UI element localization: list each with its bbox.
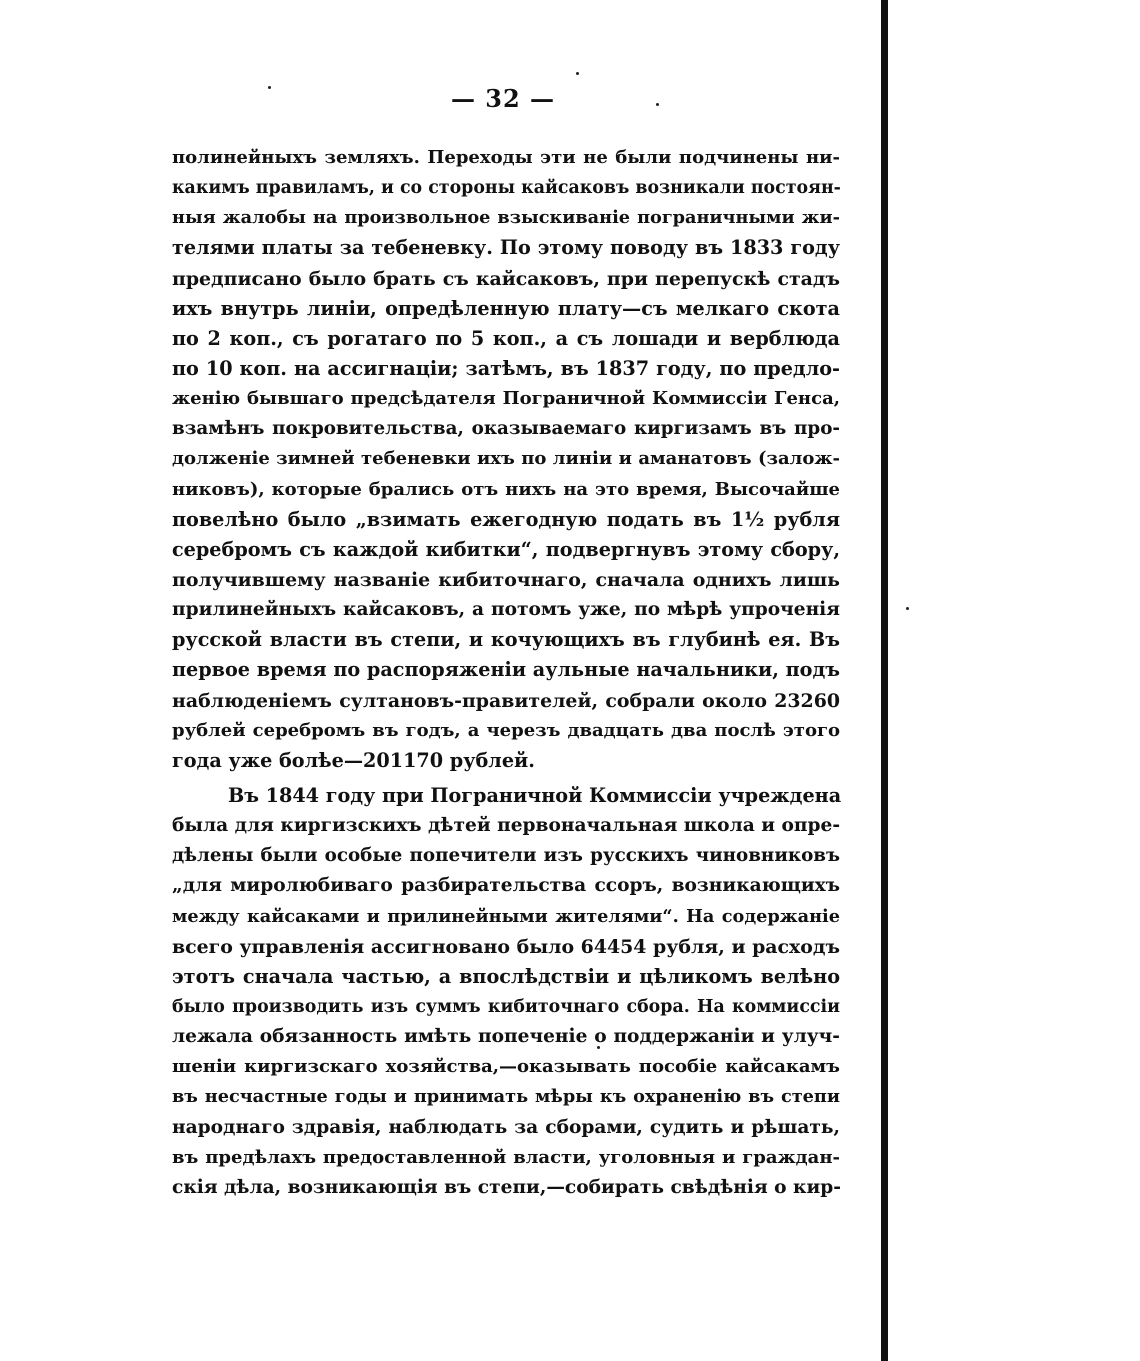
text-line: Въ 1844 году при Пограничной Коммиссiи учреждена [228, 783, 842, 807]
text-line: первое время по распоряженiи аульные начальники, подъ [172, 658, 840, 682]
text-line: между кайсаками и прилинейными жителями“. На содержанiе [172, 905, 840, 927]
text-line: женiю бывшаго предсѣдателя Пограничной Коммиссiи Генса, [172, 388, 840, 410]
text-line: ихъ внутрь линiи, опредѣленную плату—съ мелкаго скота [172, 296, 840, 320]
print-speck [656, 103, 659, 106]
text-line: по 10 коп. на ассигнацiи; затѣмъ, въ 1837 году, по предло- [172, 356, 840, 380]
text-line: телями платы за тебеневку. По этому поводу въ 1833 году [172, 236, 840, 260]
text-line: полинейныхъ земляхъ. Переходы эти не были подчинены ни- [172, 147, 840, 168]
text-line: предписано было брать съ кайсаковъ, при перепускѣ стадъ [172, 267, 840, 290]
text-line: получившему названiе кибиточнаго, сначала однихъ лишь [172, 568, 840, 591]
text-line: была для киргизскихъ дѣтей первоначальная школа и опре- [172, 815, 841, 837]
text-line: скiя дѣла, возникающiя въ степи,—собирать свѣдѣнiя о кир- [172, 1176, 841, 1198]
print-speck [268, 86, 271, 89]
text-line: народнаго здравiя, наблюдать за сборами, судить и рѣшать, [172, 1116, 840, 1138]
text-line: серебромъ съ каждой кибитки“, подвергнувъ этому сбору, [172, 537, 840, 561]
text-line: дѣлены были особые попечители изъ русскихъ чиновниковъ [172, 845, 840, 867]
paragraph [172, 143, 840, 776]
text-line: прилинейныхъ кайсаковъ, а потомъ уже, по мѣрѣ упроченiя [172, 599, 840, 621]
text-line: было производить изъ суммъ кибиточнаго сбора. На коммиссiи [172, 996, 840, 1017]
print-speck [906, 607, 909, 610]
text-line: какимъ правиламъ, и со стороны кайсаковъ возникали постоян- [172, 178, 841, 199]
text-line: никовъ), которые брались отъ нихъ на это время, Высочайше [172, 478, 840, 500]
text-line: наблюденiемъ султановъ-правителей, собрали около 23260 [172, 689, 840, 712]
text-line: въ несчастные годы и принимать мѣры къ охраненiю въ степи [172, 1086, 840, 1108]
text-line: взамѣнъ покровительства, оказываемаго киргизамъ въ про- [172, 418, 840, 440]
text-line: рублей серебромъ въ годъ, а черезъ двадцать два послѣ этого [172, 719, 840, 741]
text-line: долженiе зимней тебеневки ихъ по линiи и аманатовъ (залож- [172, 448, 840, 470]
text-line: русской власти въ степи, и кочующихъ въ глубинѣ ея. Въ [172, 628, 840, 652]
text-line: повелѣно было „взимать ежегодную подать въ 1½ рубля [172, 507, 840, 531]
text-line: ныя жалобы на произвольное взыскиванiе пограничными жи- [172, 207, 840, 229]
text-line: всего управленiя ассигновано было 64454 рубля, и расходъ [172, 935, 840, 958]
page-edge-rule [881, 0, 888, 1361]
text-line: по 2 коп., съ рогатаго по 5 коп., а съ лошади и верблюда [172, 326, 840, 350]
page-number: — 32 — [450, 84, 556, 113]
text-line: въ предѣлахъ предоставленной власти, уголовныя и граждан- [172, 1146, 840, 1168]
text-line: шенiи киргизскаго хозяйства,—оказывать пособiе кайсакамъ [172, 1056, 840, 1078]
text-line: лежала обязанность имѣть попеченiе о поддержанiи и улуч- [172, 1026, 840, 1048]
text-line: этотъ сначала частью, а впослѣдствiи и цѣликомъ велѣно [172, 964, 840, 988]
text-line: года уже болѣе—201170 рублей. [172, 748, 535, 772]
body-text [172, 143, 840, 1203]
paragraph [172, 781, 840, 1203]
print-speck [576, 72, 579, 75]
text-line: „для миролюбиваго разбирательства ссоръ, возникающихъ [172, 875, 840, 897]
